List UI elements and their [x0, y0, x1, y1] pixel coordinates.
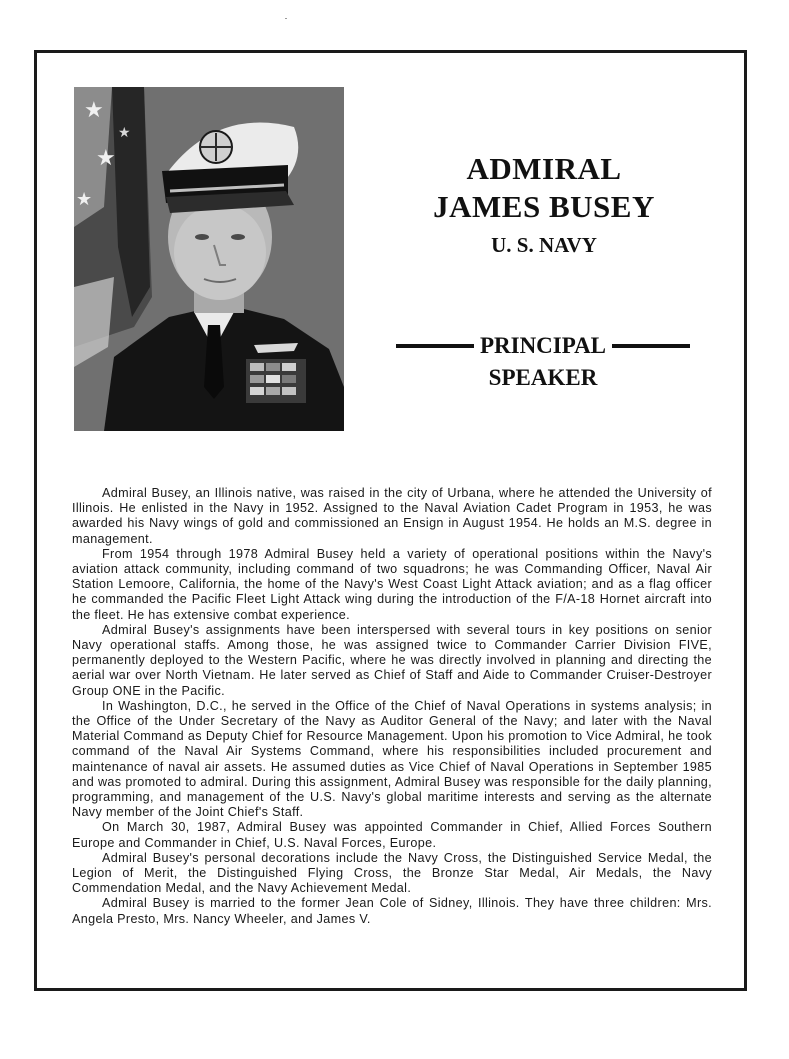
- name-heading: [400, 150, 688, 260]
- left-rule-divider: [396, 344, 474, 348]
- bio-paragraph: From 1954 through 1978 Admiral Busey held a variety of operational positions within the Navy's aviation attack community, including command of two squadrons; he was Commanding Officer, Naval Air Station Lemoore, California, the home of the Navy's West Coast Light Attack aviation; and as a flag officer he commanded the Pacific Fleet Light Attack wing during the introduction of the F/A-18 Hornet aircraft into the fleet. He has extensive combat experience.: [72, 546, 712, 622]
- bio-paragraph: On March 30, 1987, Admiral Busey was appointed Commander in Chief, Allied Forces Southern Europe and Commander in Chief, U.S. Naval Forces, Europe.: [72, 820, 712, 850]
- title-line-rank: ADMIRAL: [466, 151, 622, 186]
- bio-paragraph: Admiral Busey, an Illinois native, was raised in the city of Urbana, where he attended the University of Illinois. He enlisted in the Navy in 1952. Assigned to the Naval Aviation Cadet Program in 1953, he was awarded his Navy wings of gold and commissioned an Ensign in August 1954. He holds an M.S. degree in management.: [72, 486, 712, 546]
- svg-text:★: ★: [76, 189, 93, 210]
- branch-label: U. S. NAVY: [491, 233, 597, 257]
- right-rule-divider: [612, 344, 690, 348]
- svg-text:★: ★: [96, 146, 116, 171]
- svg-text:★: ★: [118, 125, 131, 141]
- role-line-2: SPEAKER: [488, 365, 598, 390]
- scan-artifact: [285, 18, 287, 19]
- title-line-name: JAMES BUSEY: [433, 189, 655, 224]
- biography-text: [72, 486, 712, 927]
- role-heading: [390, 330, 696, 394]
- admiral-portrait-image: [74, 87, 344, 431]
- svg-text:★: ★: [84, 98, 104, 123]
- portrait-photo: [74, 87, 344, 431]
- bio-paragraph: Admiral Busey's personal decorations include the Navy Cross, the Distinguished Service Medal, the Legion of Merit, the Distinguished Flying Cross, the Bronze Star Medal, Air Medals, the Navy Commendation Medal, and the Navy Achievement Medal.: [72, 850, 712, 896]
- role-line-1: PRINCIPAL: [479, 333, 607, 358]
- bio-paragraph: Admiral Busey is married to the former Jean Cole of Sidney, Illinois. They have three children: Mrs. Angela Presto, Mrs. Nancy Wheeler, and James V.: [72, 896, 712, 926]
- bio-paragraph: Admiral Busey's assignments have been interspersed with several tours in key positions on senior Navy operational staffs. Among those, he was assigned twice to Commander Carrier Division FIVE, permanently deployed to the Western Pacific, where he was directly involved in planning and directing the aerial war over North Vietnam. He later served as Chief of Staff and Aide to Commander Cruiser-Destroyer Group ONE in the Pacific.: [72, 622, 712, 698]
- bio-paragraph: In Washington, D.C., he served in the Office of the Chief of Naval Operations in systems analysis; in the Office of the Under Secretary of the Navy as Auditor General of the Navy; and later with the Naval Material Command as Deputy Chief for Resource Management. Upon his promotion to Vice Admiral, he took command of the Naval Air Systems Command, where his responsibilities included procurement and maintenance of naval air assets. He assumed duties as Vice Chief of Naval Operations in September 1985 and was promoted to admiral. During this assignment, Admiral Busey was responsible for the daily planning, programming, and management of the U.S. Navy's global maritime interests and serving as the alternate Navy member of the Joint Chief's Staff.: [72, 698, 712, 820]
